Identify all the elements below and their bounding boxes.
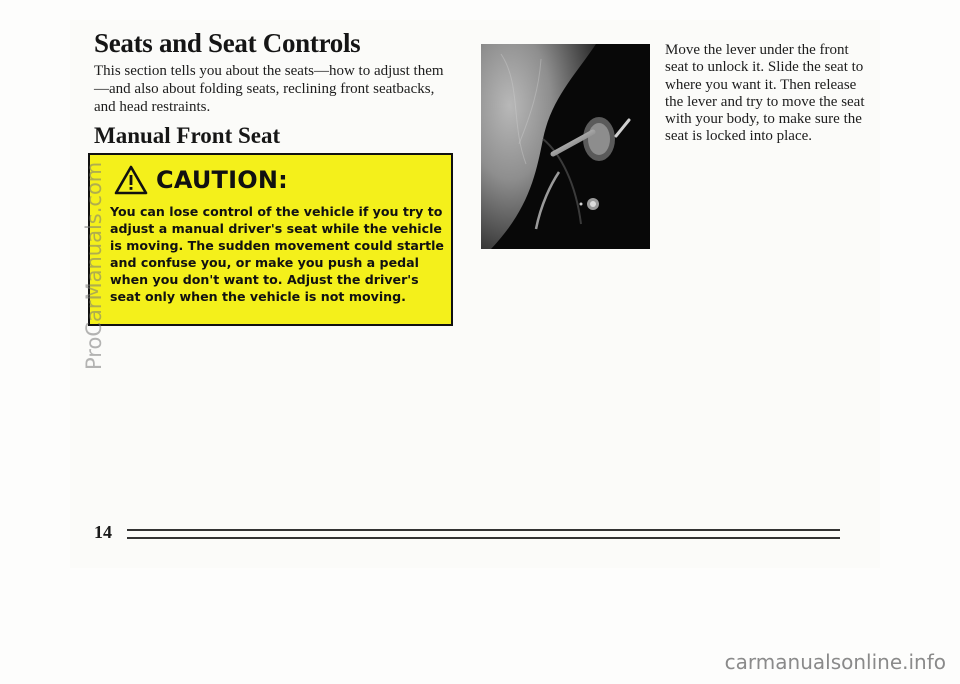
- footer-rule-bottom: [127, 537, 840, 539]
- caution-box: [88, 153, 453, 326]
- section-intro: This section tells you about the seats—how to adjust them—and also about folding seats, reclining front seatbacks, and head restraints.: [94, 63, 444, 115]
- page-number: 14: [94, 522, 112, 542]
- warning-triangle-icon: [114, 165, 148, 195]
- seat-lever-photo: [481, 44, 650, 249]
- subsection-title: Manual Front Seat: [94, 123, 281, 148]
- caution-header: [114, 163, 288, 197]
- site-footer-link[interactable]: carmanualsonline.info: [724, 650, 946, 674]
- instruction-text: Move the lever under the front seat to unlock it. Slide the seat to where you want it. Then release the lever and try to move the seat with your body, to make sure the seat is locked into place.: [665, 42, 865, 145]
- footer-rule-top: [127, 529, 840, 531]
- caution-title: CAUTION:: [156, 166, 288, 194]
- section-title: Seats and Seat Controls: [94, 28, 361, 58]
- seat-lever-illustration: [481, 44, 650, 249]
- caution-text: You can lose control of the vehicle if you try to adjust a manual driver's seat while the vehicle is moving. The sudden movement could startle and confuse you, or make you push a pedal when you don't want to. Adjust the driver's seat only when the vehicle is not moving.: [110, 204, 444, 304]
- watermark-text: ProCarManuals.com: [82, 161, 106, 370]
